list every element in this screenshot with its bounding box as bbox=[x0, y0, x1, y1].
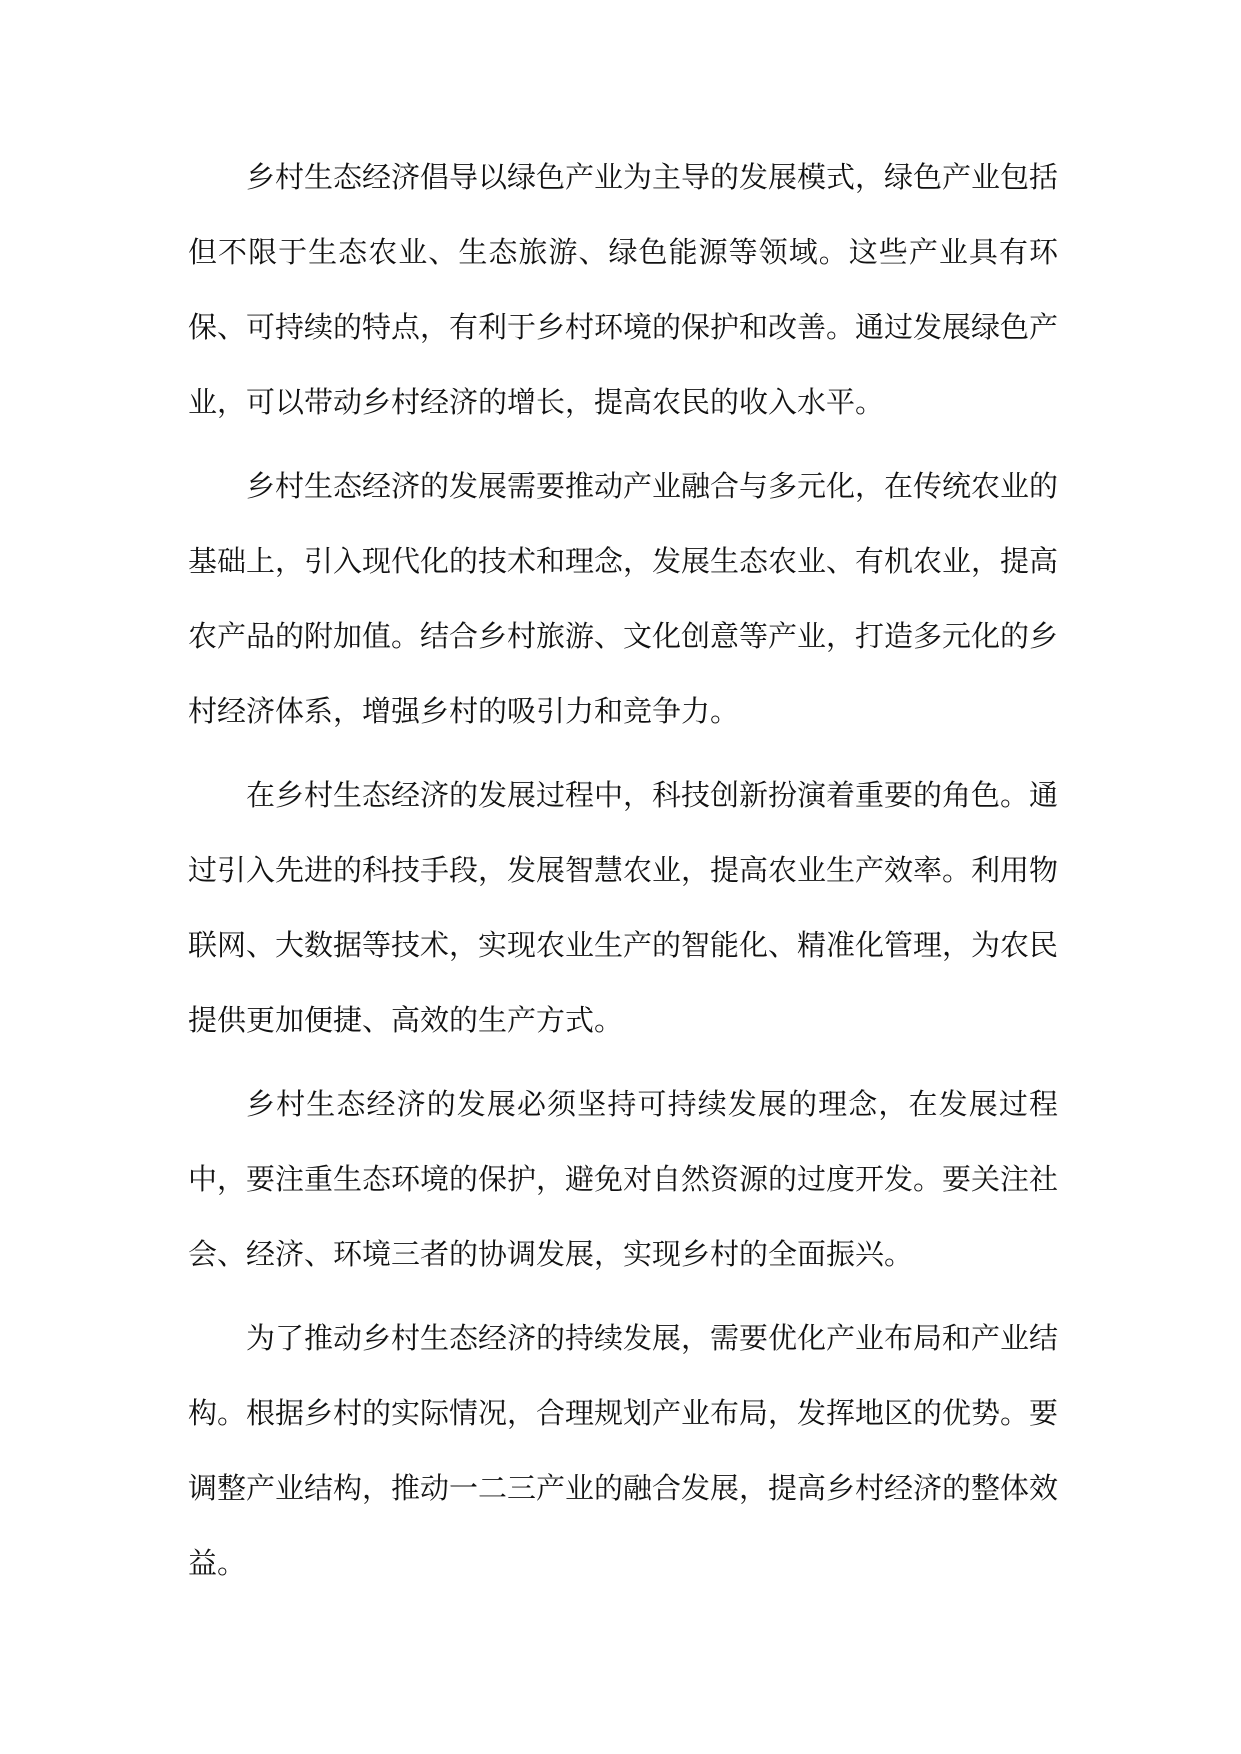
paragraph-industry-integration: 乡村生态经济的发展需要推动产业融合与多元化，在传统农业的基础上，引入现代化的技术和理念，发展生态农业、有机农业，提高农产品的附加值。结合乡村旅游、文化创意等产业，打造多元化的乡村经济体系，增强乡村的吸引力和竞争力。 bbox=[188, 469, 1059, 728]
paragraph-sustainable-development: 乡村生态经济的发展必须坚持可持续发展的理念，在发展过程中，要注重生态环境的保护，避免对自然资源的过度开发。要关注社会、经济、环境三者的协调发展，实现乡村的全面振兴。 bbox=[188, 1087, 1059, 1271]
paragraph-industry-structure: 为了推动乡村生态经济的持续发展，需要优化产业布局和产业结构。根据乡村的实际情况，合理规划产业布局，发挥地区的优势。要调整产业结构，推动一二三产业的融合发展，提高乡村经济的整体效益。 bbox=[188, 1321, 1059, 1580]
paragraph-green-industry: 乡村生态经济倡导以绿色产业为主导的发展模式，绿色产业包括但不限于生态农业、生态旅游、绿色能源等领域。这些产业具有环保、可持续的特点，有利于乡村环境的保护和改善。通过发展绿色产业，可以带动乡村经济的增长，提高农民的收入水平。 bbox=[188, 160, 1059, 419]
paragraph-tech-innovation: 在乡村生态经济的发展过程中，科技创新扮演着重要的角色。通过引入先进的科技手段，发展智慧农业，提高农业生产效率。利用物联网、大数据等技术，实现农业生产的智能化、精准化管理，为农民提供更加便捷、高效的生产方式。 bbox=[188, 778, 1059, 1037]
document-body bbox=[188, 140, 1058, 1610]
